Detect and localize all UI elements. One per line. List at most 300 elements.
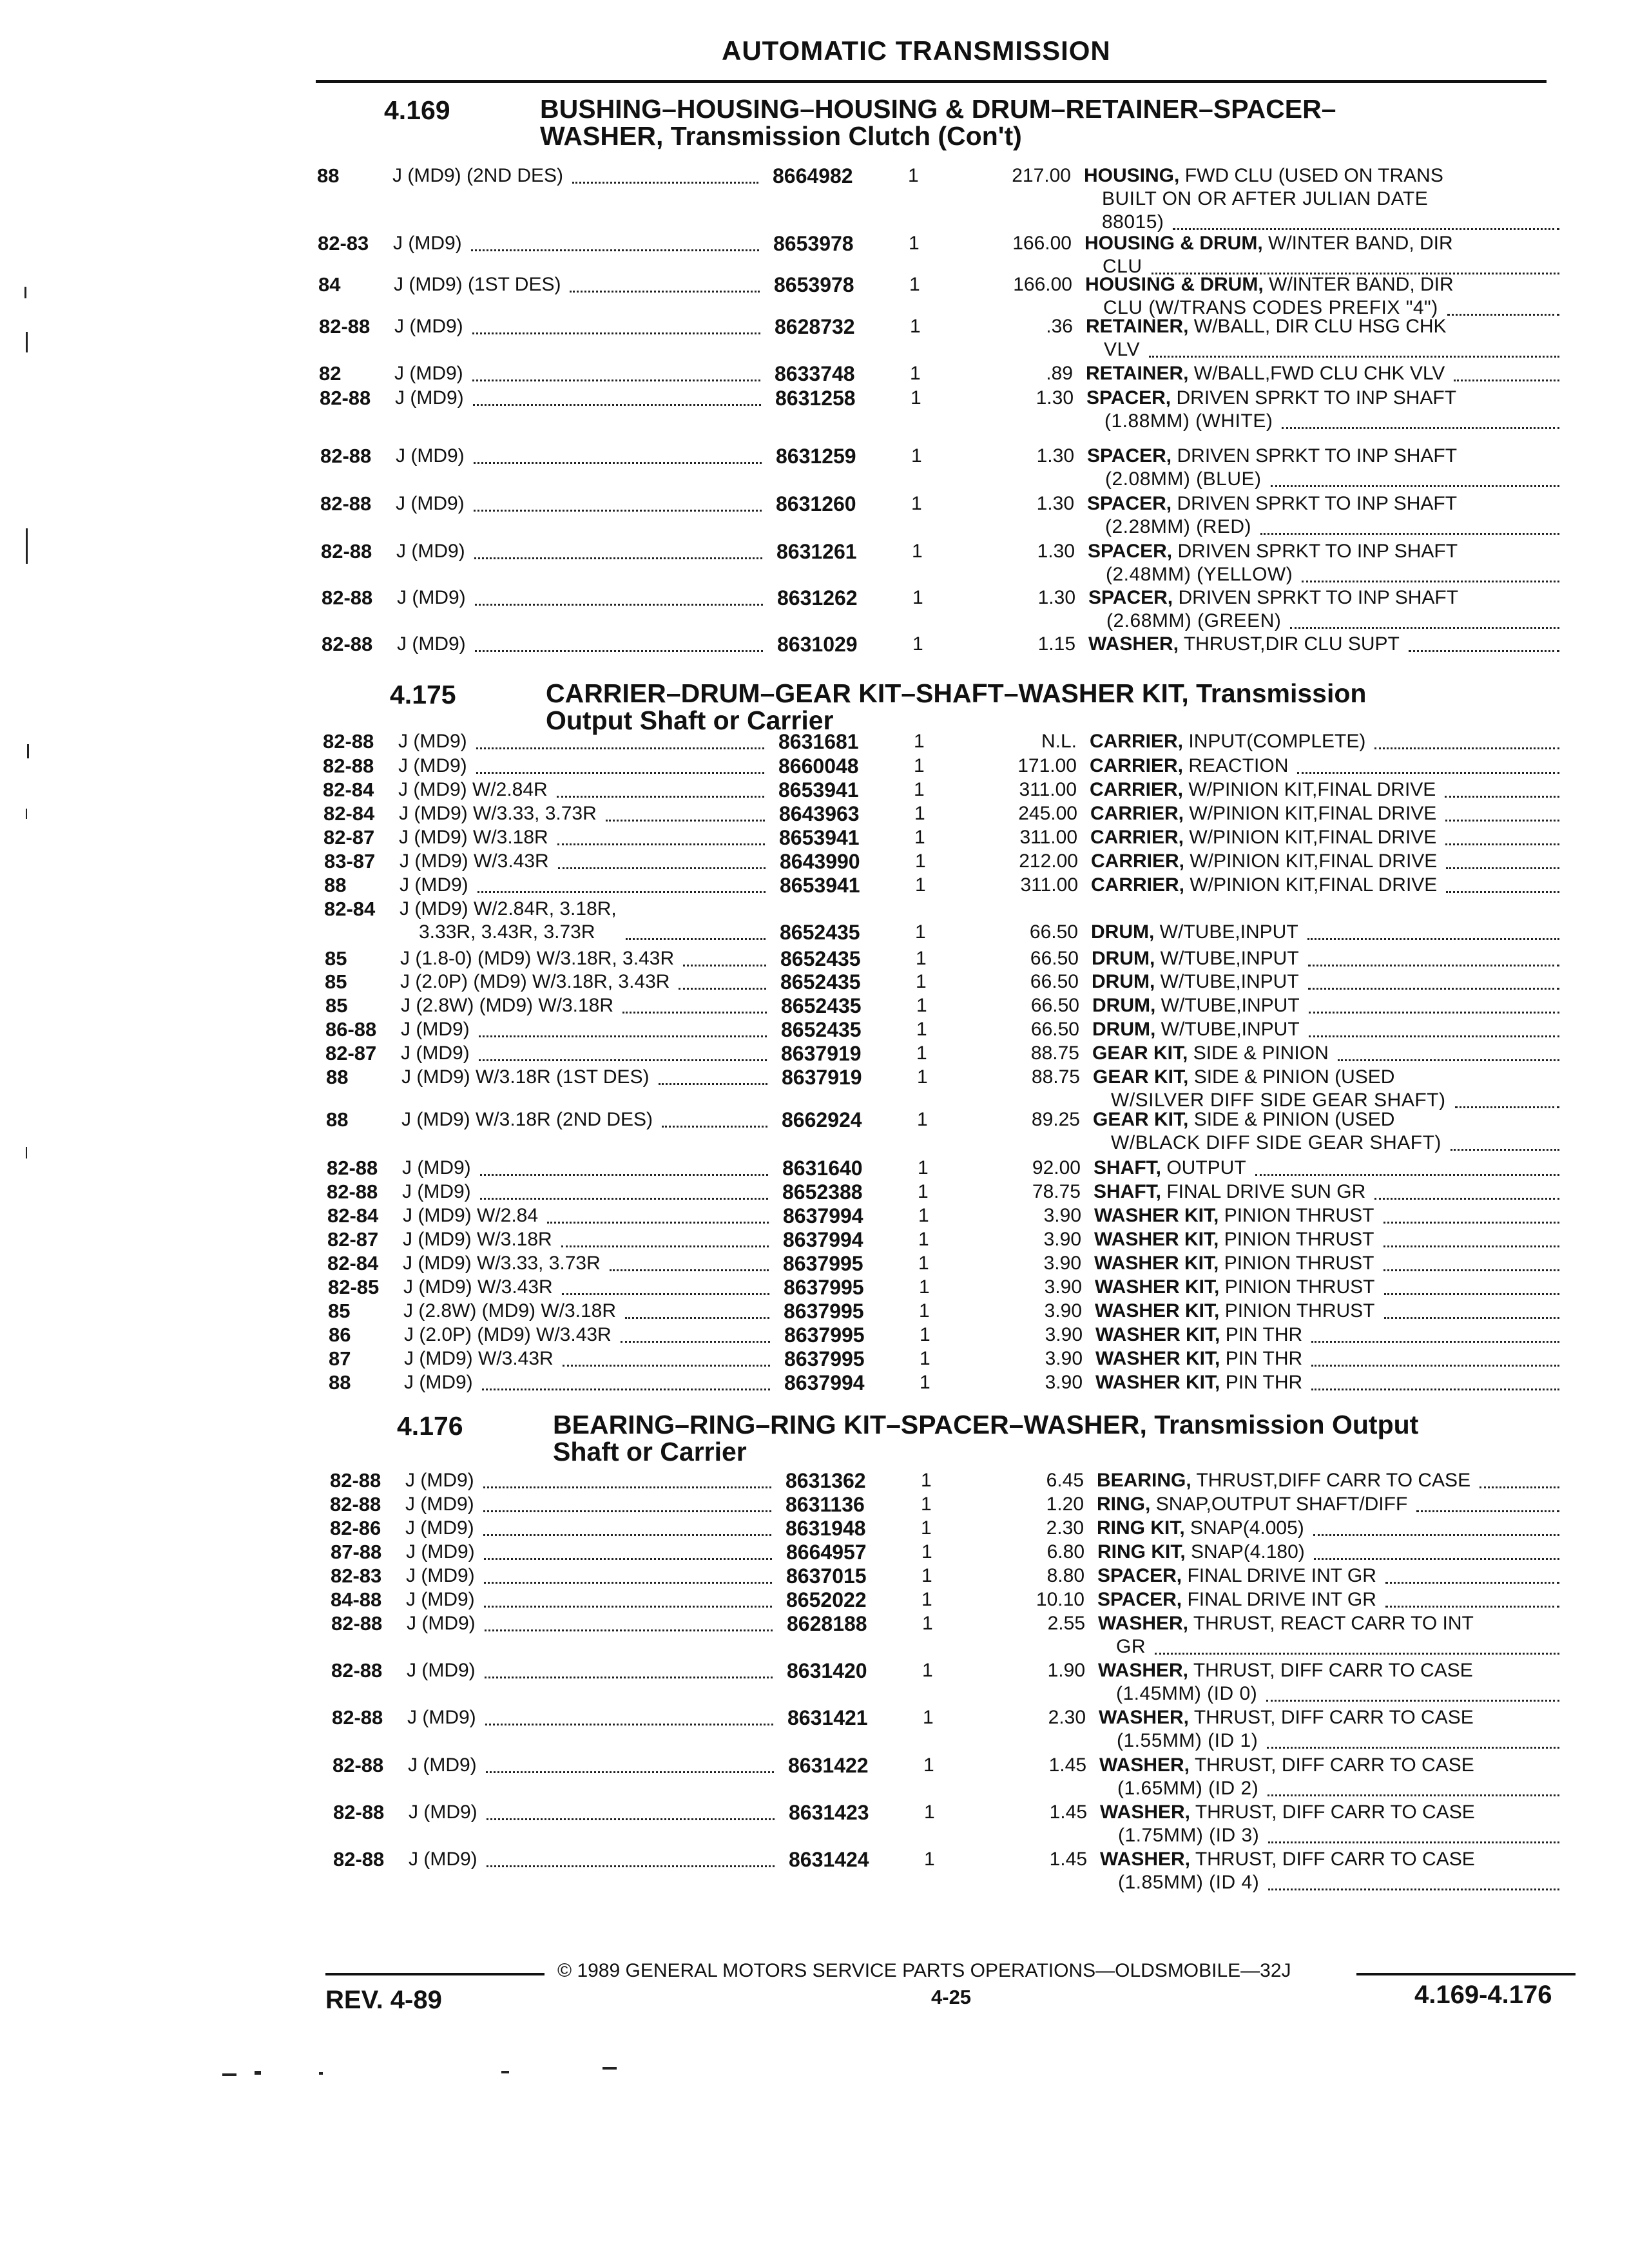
description — [1092, 970, 1299, 994]
dot-leader — [480, 1198, 768, 1200]
part-name: WASHER KIT, — [1095, 1372, 1220, 1393]
description — [1097, 1493, 1407, 1516]
part-detail: PINION THRUST — [1224, 1229, 1374, 1250]
part-number: 8631681 — [778, 730, 859, 753]
application: J (MD9) (2ND DES) — [392, 165, 564, 186]
model-years: 84-88 — [331, 1588, 382, 1611]
description — [1092, 1042, 1329, 1065]
application: J (MD9) — [395, 387, 464, 408]
description — [1094, 1157, 1246, 1180]
description — [1100, 1848, 1475, 1894]
description-line — [1087, 445, 1457, 468]
description-line — [1092, 994, 1300, 1017]
part-detail: DRIVEN SPRKT TO INP SHAFT — [1177, 445, 1458, 466]
section-title — [540, 95, 1336, 149]
model-years: 82-88 — [330, 1493, 381, 1515]
quantity: 1 — [908, 165, 919, 186]
model-years: 82-88 — [319, 315, 371, 338]
description — [1097, 1469, 1470, 1492]
part-number: 8631362 — [786, 1469, 866, 1492]
dot-leader — [1268, 1888, 1559, 1890]
list-price: 2.30 — [1048, 1707, 1086, 1728]
dot-leader — [484, 1606, 772, 1608]
dot-leader — [474, 510, 762, 512]
description-line — [1088, 633, 1400, 656]
description-line — [1087, 492, 1457, 515]
description — [1088, 633, 1400, 656]
model-years: 82-88 — [322, 633, 373, 655]
part-number: 8653941 — [778, 778, 859, 802]
list-price: 1.45 — [1048, 1754, 1086, 1776]
part-name: WASHER, — [1100, 1802, 1191, 1823]
list-price: 1.45 — [1049, 1802, 1087, 1823]
model-years: 87 — [329, 1347, 351, 1370]
model-years: 82-88 — [320, 387, 371, 409]
description — [1094, 1180, 1365, 1204]
application: J (MD9) — [405, 1470, 474, 1491]
model-years: 87-88 — [331, 1541, 382, 1563]
description — [1092, 1018, 1300, 1041]
dot-leader — [561, 1245, 769, 1247]
dot-leader — [1409, 650, 1559, 652]
part-detail: PINION THRUST — [1224, 1276, 1375, 1298]
description-continuation: VLV — [1104, 339, 1140, 360]
application: J (MD9) — [396, 541, 465, 562]
dot-leader — [487, 1865, 775, 1867]
application: J (MD9) — [408, 1754, 477, 1776]
description-line — [1094, 1228, 1374, 1251]
list-price: .36 — [1046, 316, 1073, 337]
part-name: RING, — [1097, 1494, 1151, 1515]
quantity: 1 — [909, 233, 920, 254]
part-name: CARRIER, — [1090, 803, 1184, 824]
application: J (MD9) — [407, 1613, 476, 1634]
part-name: GEAR KIT, — [1092, 1043, 1188, 1064]
part-name: DRUM, — [1092, 995, 1156, 1016]
part-number: 8660048 — [778, 754, 859, 778]
application: J (MD9) — [406, 1589, 475, 1610]
dot-leader — [475, 604, 763, 606]
list-price: 3.90 — [1045, 1372, 1083, 1393]
part-number: 8652435 — [781, 1018, 862, 1041]
part-number: 8653978 — [773, 232, 854, 255]
application: J (MD9) W/3.18R (1ST DES) — [401, 1066, 650, 1088]
description-line — [1086, 362, 1445, 385]
part-name: RING KIT, — [1097, 1541, 1186, 1562]
dot-leader — [662, 1126, 767, 1128]
scan-speck — [222, 2073, 236, 2076]
dot-leader — [1255, 1174, 1559, 1176]
part-number: 8628732 — [775, 315, 855, 338]
section-range: 4.169-4.176 — [1414, 1981, 1552, 2009]
quantity: 1 — [916, 995, 927, 1016]
part-name: WASHER KIT, — [1094, 1253, 1219, 1274]
description-line — [1085, 273, 1454, 296]
part-detail: SIDE & PINION (USED — [1193, 1066, 1395, 1088]
list-price: 66.50 — [1030, 971, 1079, 992]
section-title-line: CARRIER–DRUM–GEAR KIT–SHAFT–WASHER KIT, Transmission — [546, 678, 1367, 708]
description — [1091, 850, 1437, 873]
list-price: 66.50 — [1030, 948, 1079, 969]
list-price: N.L. — [1041, 731, 1077, 752]
part-number: 8633748 — [775, 362, 855, 385]
list-price: 3.90 — [1043, 1229, 1081, 1250]
description — [1090, 826, 1436, 849]
description — [1097, 1517, 1304, 1540]
part-number: 8637995 — [783, 1252, 863, 1275]
dot-leader — [483, 1486, 771, 1488]
description — [1090, 730, 1365, 753]
part-detail: W/PINION KIT,FINAL DRIVE — [1190, 874, 1438, 896]
dot-leader — [471, 249, 759, 251]
quantity: 1 — [921, 1494, 932, 1515]
part-number: 8637995 — [784, 1347, 865, 1370]
quantity: 1 — [924, 1802, 935, 1823]
dot-leader — [572, 182, 758, 184]
model-years: 88 — [324, 874, 347, 896]
dot-leader — [1297, 772, 1559, 774]
part-number: 8652435 — [780, 970, 861, 994]
dot-leader — [1290, 627, 1559, 629]
description-line — [1091, 874, 1437, 897]
list-price: 1.30 — [1036, 387, 1074, 408]
quantity: 1 — [912, 587, 923, 608]
part-detail: FWD CLU (USED ON TRANS — [1184, 165, 1443, 186]
description-line — [1098, 1659, 1473, 1682]
model-years: 88 — [326, 1108, 349, 1131]
scan-speck — [501, 2071, 509, 2073]
description — [1095, 1347, 1302, 1370]
part-detail: PINION THRUST — [1224, 1300, 1375, 1321]
dot-leader — [1455, 1106, 1560, 1108]
part-number: 8637919 — [782, 1066, 862, 1089]
model-years: 88 — [326, 1066, 349, 1088]
part-detail: PINION THRUST — [1224, 1205, 1374, 1226]
section-title-line: Shaft or Carrier — [553, 1437, 747, 1466]
model-years: 88 — [329, 1371, 351, 1394]
description-continuation: (1.85MM) (ID 4) — [1118, 1872, 1260, 1893]
part-detail: W/INTER BAND, DIR — [1269, 274, 1454, 295]
part-detail: FINAL DRIVE INT GR — [1187, 1589, 1376, 1610]
quantity: 1 — [922, 1660, 933, 1681]
description — [1088, 540, 1458, 586]
quantity: 1 — [923, 1707, 934, 1728]
description — [1097, 1588, 1376, 1611]
list-price: 1.90 — [1047, 1660, 1085, 1681]
part-number: 8637994 — [784, 1371, 865, 1394]
part-name: WASHER KIT, — [1094, 1229, 1219, 1250]
part-name: SPACER, — [1097, 1565, 1182, 1586]
part-name: HOUSING & DRUM, — [1085, 274, 1264, 295]
list-price: 311.00 — [1019, 827, 1077, 848]
part-name: HOUSING & DRUM, — [1084, 233, 1263, 254]
application: J (MD9) — [397, 633, 466, 655]
description — [1093, 1108, 1441, 1155]
list-price: 1.30 — [1036, 445, 1074, 466]
description-continuation: (1.75MM) (ID 3) — [1118, 1825, 1260, 1846]
quantity: 1 — [915, 921, 926, 943]
part-number: 8631260 — [776, 492, 856, 515]
part-name: WASHER KIT, — [1095, 1300, 1220, 1321]
part-number: 8652435 — [780, 947, 861, 970]
part-detail: THRUST,DIR CLU SUPT — [1183, 633, 1400, 655]
part-number: 8652435 — [780, 921, 860, 944]
description-continuation: 88015) — [1102, 211, 1164, 233]
part-detail: REACTION — [1188, 755, 1289, 776]
dot-leader — [1308, 965, 1559, 966]
model-years: 82-87 — [323, 826, 375, 849]
quantity: 1 — [918, 1157, 929, 1178]
model-years: 85 — [328, 1300, 351, 1322]
page-number: 4-25 — [931, 1986, 972, 2008]
list-price: 1.30 — [1037, 587, 1075, 608]
list-price: 3.90 — [1044, 1276, 1082, 1298]
description-line — [1090, 778, 1436, 802]
application: J (MD9) — [393, 233, 462, 254]
section-title-line: WASHER, Transmission Clutch (Con't) — [540, 121, 1022, 151]
quantity: 1 — [912, 633, 923, 655]
part-name: CARRIER, — [1090, 827, 1184, 848]
application: J (1.8-0) (MD9) W/3.18R, 3.43R — [400, 948, 675, 969]
application: J (MD9) — [407, 1660, 476, 1681]
quantity: 1 — [921, 1589, 932, 1610]
part-detail: FINAL DRIVE SUN GR — [1166, 1181, 1366, 1202]
part-name: WASHER KIT, — [1095, 1324, 1220, 1345]
dot-leader — [474, 462, 762, 464]
description-line — [1094, 1180, 1365, 1204]
description — [1094, 1204, 1374, 1227]
model-years: 82-88 — [333, 1848, 385, 1870]
quantity: 1 — [914, 827, 925, 848]
list-price: 3.90 — [1044, 1300, 1082, 1321]
quantity: 1 — [920, 1348, 930, 1369]
description-line — [1097, 1493, 1407, 1516]
quantity: 1 — [910, 316, 921, 337]
description-line — [1090, 802, 1436, 825]
part-number: 8664957 — [786, 1541, 867, 1564]
dot-leader — [1383, 1269, 1560, 1271]
part-name: WASHER, — [1100, 1849, 1191, 1870]
part-name: SPACER, — [1097, 1589, 1182, 1610]
footer-rule-right — [1356, 1973, 1576, 1975]
description-continuation: (2.48MM) (YELLOW) — [1106, 564, 1293, 585]
quantity: 1 — [924, 1849, 935, 1870]
description — [1097, 1564, 1376, 1588]
model-years: 82-88 — [320, 492, 372, 515]
dot-leader — [562, 1293, 769, 1295]
description-line — [1088, 540, 1458, 563]
application: J (MD9) W/3.43R — [403, 1276, 553, 1298]
dot-leader — [1446, 891, 1559, 893]
dot-leader — [563, 1365, 770, 1367]
dot-leader — [1308, 988, 1559, 990]
description-line — [1092, 970, 1299, 994]
description — [1087, 492, 1457, 539]
part-name: CARRIER, — [1090, 731, 1184, 752]
description — [1100, 1801, 1475, 1847]
model-years: 84 — [318, 273, 341, 296]
scan-speck — [26, 528, 28, 564]
dot-leader — [483, 1534, 771, 1536]
description — [1085, 273, 1454, 320]
description-line — [1084, 164, 1443, 187]
application: J (MD9) — [396, 493, 465, 514]
section-number: 4.176 — [397, 1411, 463, 1441]
list-price: 66.50 — [1029, 921, 1078, 943]
quantity: 1 — [918, 1229, 929, 1250]
list-price: 88.75 — [1030, 1043, 1079, 1064]
list-price: 166.00 — [1013, 274, 1072, 295]
part-name: SHAFT, — [1094, 1157, 1161, 1178]
part-number: 8631262 — [777, 586, 858, 610]
part-detail: W/BALL,FWD CLU CHK VLV — [1193, 363, 1445, 384]
dot-leader — [1383, 1222, 1560, 1224]
quantity: 1 — [911, 493, 922, 514]
dot-leader — [486, 1771, 774, 1773]
description-line — [1086, 387, 1456, 410]
part-number: 8631420 — [787, 1659, 867, 1682]
part-detail: W/BALL, DIR CLU HSG CHK — [1193, 316, 1447, 337]
part-name: RETAINER, — [1086, 316, 1189, 337]
model-years: 82 — [319, 362, 342, 385]
description — [1094, 1228, 1374, 1251]
application: J (MD9) — [405, 1517, 474, 1539]
application: J (MD9) — [405, 1494, 474, 1515]
model-years: 82-88 — [322, 586, 373, 609]
part-detail: THRUST, DIFF CARR TO CASE — [1193, 1660, 1473, 1681]
description-line — [1097, 1541, 1305, 1564]
section-number: 4.175 — [390, 680, 456, 709]
part-number: 8631423 — [789, 1801, 869, 1824]
part-name: WASHER KIT, — [1095, 1348, 1220, 1369]
part-number: 8637015 — [786, 1564, 867, 1588]
dot-leader — [1374, 747, 1559, 749]
part-number: 8652435 — [781, 994, 862, 1017]
list-price: 166.00 — [1012, 233, 1072, 254]
dot-leader — [1447, 314, 1559, 316]
description-line — [1100, 1801, 1475, 1824]
dot-leader — [1311, 1389, 1559, 1390]
section-title — [546, 680, 1366, 734]
description — [1086, 387, 1456, 433]
application: J (MD9) — [402, 1181, 471, 1202]
part-name: SPACER, — [1086, 387, 1171, 408]
part-detail: SNAP,OUTPUT SHAFT/DIFF — [1155, 1494, 1408, 1515]
application: J (MD9) — [398, 731, 467, 752]
quantity: 1 — [918, 1205, 929, 1226]
application: J (MD9) W/3.18R — [403, 1229, 552, 1250]
dot-leader — [483, 1510, 771, 1512]
scan-speck — [26, 332, 28, 352]
quantity: 1 — [911, 445, 922, 466]
description-line — [1098, 1612, 1474, 1635]
application: J (MD9) W/2.84R — [398, 779, 548, 800]
description-line — [1090, 754, 1288, 778]
application — [400, 898, 617, 944]
description-line — [1090, 730, 1365, 753]
application: J (MD9) — [394, 363, 463, 384]
part-detail: FINAL DRIVE INT GR — [1187, 1565, 1376, 1586]
quantity: 1 — [911, 387, 921, 408]
list-price: 171.00 — [1017, 755, 1077, 776]
section-number: 4.169 — [384, 95, 450, 125]
description — [1091, 921, 1298, 944]
dot-leader — [473, 404, 761, 406]
dot-leader — [1260, 533, 1559, 535]
part-name: HOUSING, — [1084, 165, 1180, 186]
part-detail: DRIVEN SPRKT TO INP SHAFT — [1177, 493, 1458, 514]
dot-leader — [1454, 380, 1559, 381]
application: J (MD9) W/3.33, 3.73R — [403, 1253, 601, 1274]
description-line — [1091, 921, 1298, 944]
dot-leader — [1314, 1558, 1559, 1560]
part-number: 8637995 — [784, 1276, 864, 1299]
application: J (2.8W) (MD9) W/3.18R — [403, 1300, 617, 1321]
part-name: SHAFT, — [1094, 1181, 1161, 1202]
description-line — [1099, 1754, 1474, 1777]
dot-leader — [1302, 581, 1559, 582]
dot-leader — [622, 1012, 767, 1014]
list-price: 88.75 — [1031, 1066, 1080, 1088]
quantity: 1 — [909, 274, 920, 295]
model-years: 82-84 — [327, 1204, 379, 1227]
description-line — [1099, 1706, 1474, 1729]
part-detail: THRUST,DIFF CARR TO CASE — [1196, 1470, 1471, 1491]
description — [1098, 1612, 1474, 1658]
application: J (MD9) — [407, 1707, 476, 1728]
section-title-line: BUSHING–HOUSING–HOUSING & DRUM–RETAINER–SPACER– — [540, 94, 1336, 124]
quantity: 1 — [920, 1372, 930, 1393]
quantity: 1 — [914, 779, 925, 800]
description — [1092, 994, 1300, 1017]
application: J (MD9) — [402, 1157, 471, 1178]
list-price: 1.45 — [1049, 1849, 1087, 1870]
dot-leader — [475, 650, 763, 652]
application: J (MD9) W/3.18R — [399, 827, 548, 848]
quantity: 1 — [916, 948, 927, 969]
scan-speck — [602, 2067, 617, 2070]
part-name: DRUM, — [1091, 921, 1155, 943]
dot-leader — [1309, 1035, 1559, 1037]
description-continuation: (1.55MM) (ID 1) — [1117, 1730, 1258, 1751]
description-continuation: (2.28MM) (RED) — [1105, 516, 1252, 537]
part-detail: THRUST, REACT CARR TO INT — [1193, 1613, 1474, 1634]
page-title: AUTOMATIC TRANSMISSION — [722, 35, 1111, 66]
dot-leader — [621, 1341, 770, 1343]
section-title — [553, 1411, 1418, 1465]
scan-speck — [26, 1147, 27, 1158]
model-years: 83-87 — [324, 850, 376, 872]
part-name: GEAR KIT, — [1093, 1109, 1189, 1130]
model-years: 82-83 — [318, 232, 369, 255]
application-line: 3.33R, 3.43R, 3.73R — [419, 921, 595, 943]
description-line — [1092, 1018, 1300, 1041]
list-price: 66.50 — [1030, 995, 1079, 1016]
quantity: 1 — [921, 1565, 932, 1586]
description-line — [1095, 1347, 1302, 1370]
description-continuation: W/SILVER DIFF SIDE GEAR SHAFT) — [1111, 1090, 1446, 1111]
part-name: SPACER, — [1088, 541, 1173, 562]
part-detail: W/TUBE,INPUT — [1160, 971, 1299, 992]
description-line — [1097, 1588, 1376, 1611]
dot-leader — [1309, 1012, 1559, 1014]
part-number: 8637994 — [783, 1228, 863, 1251]
model-years: 82-87 — [327, 1228, 379, 1251]
part-name: SPACER, — [1087, 445, 1172, 466]
part-detail: SNAP(4.005) — [1190, 1517, 1304, 1539]
model-years: 82-88 — [332, 1706, 383, 1729]
dot-leader — [625, 1317, 769, 1319]
